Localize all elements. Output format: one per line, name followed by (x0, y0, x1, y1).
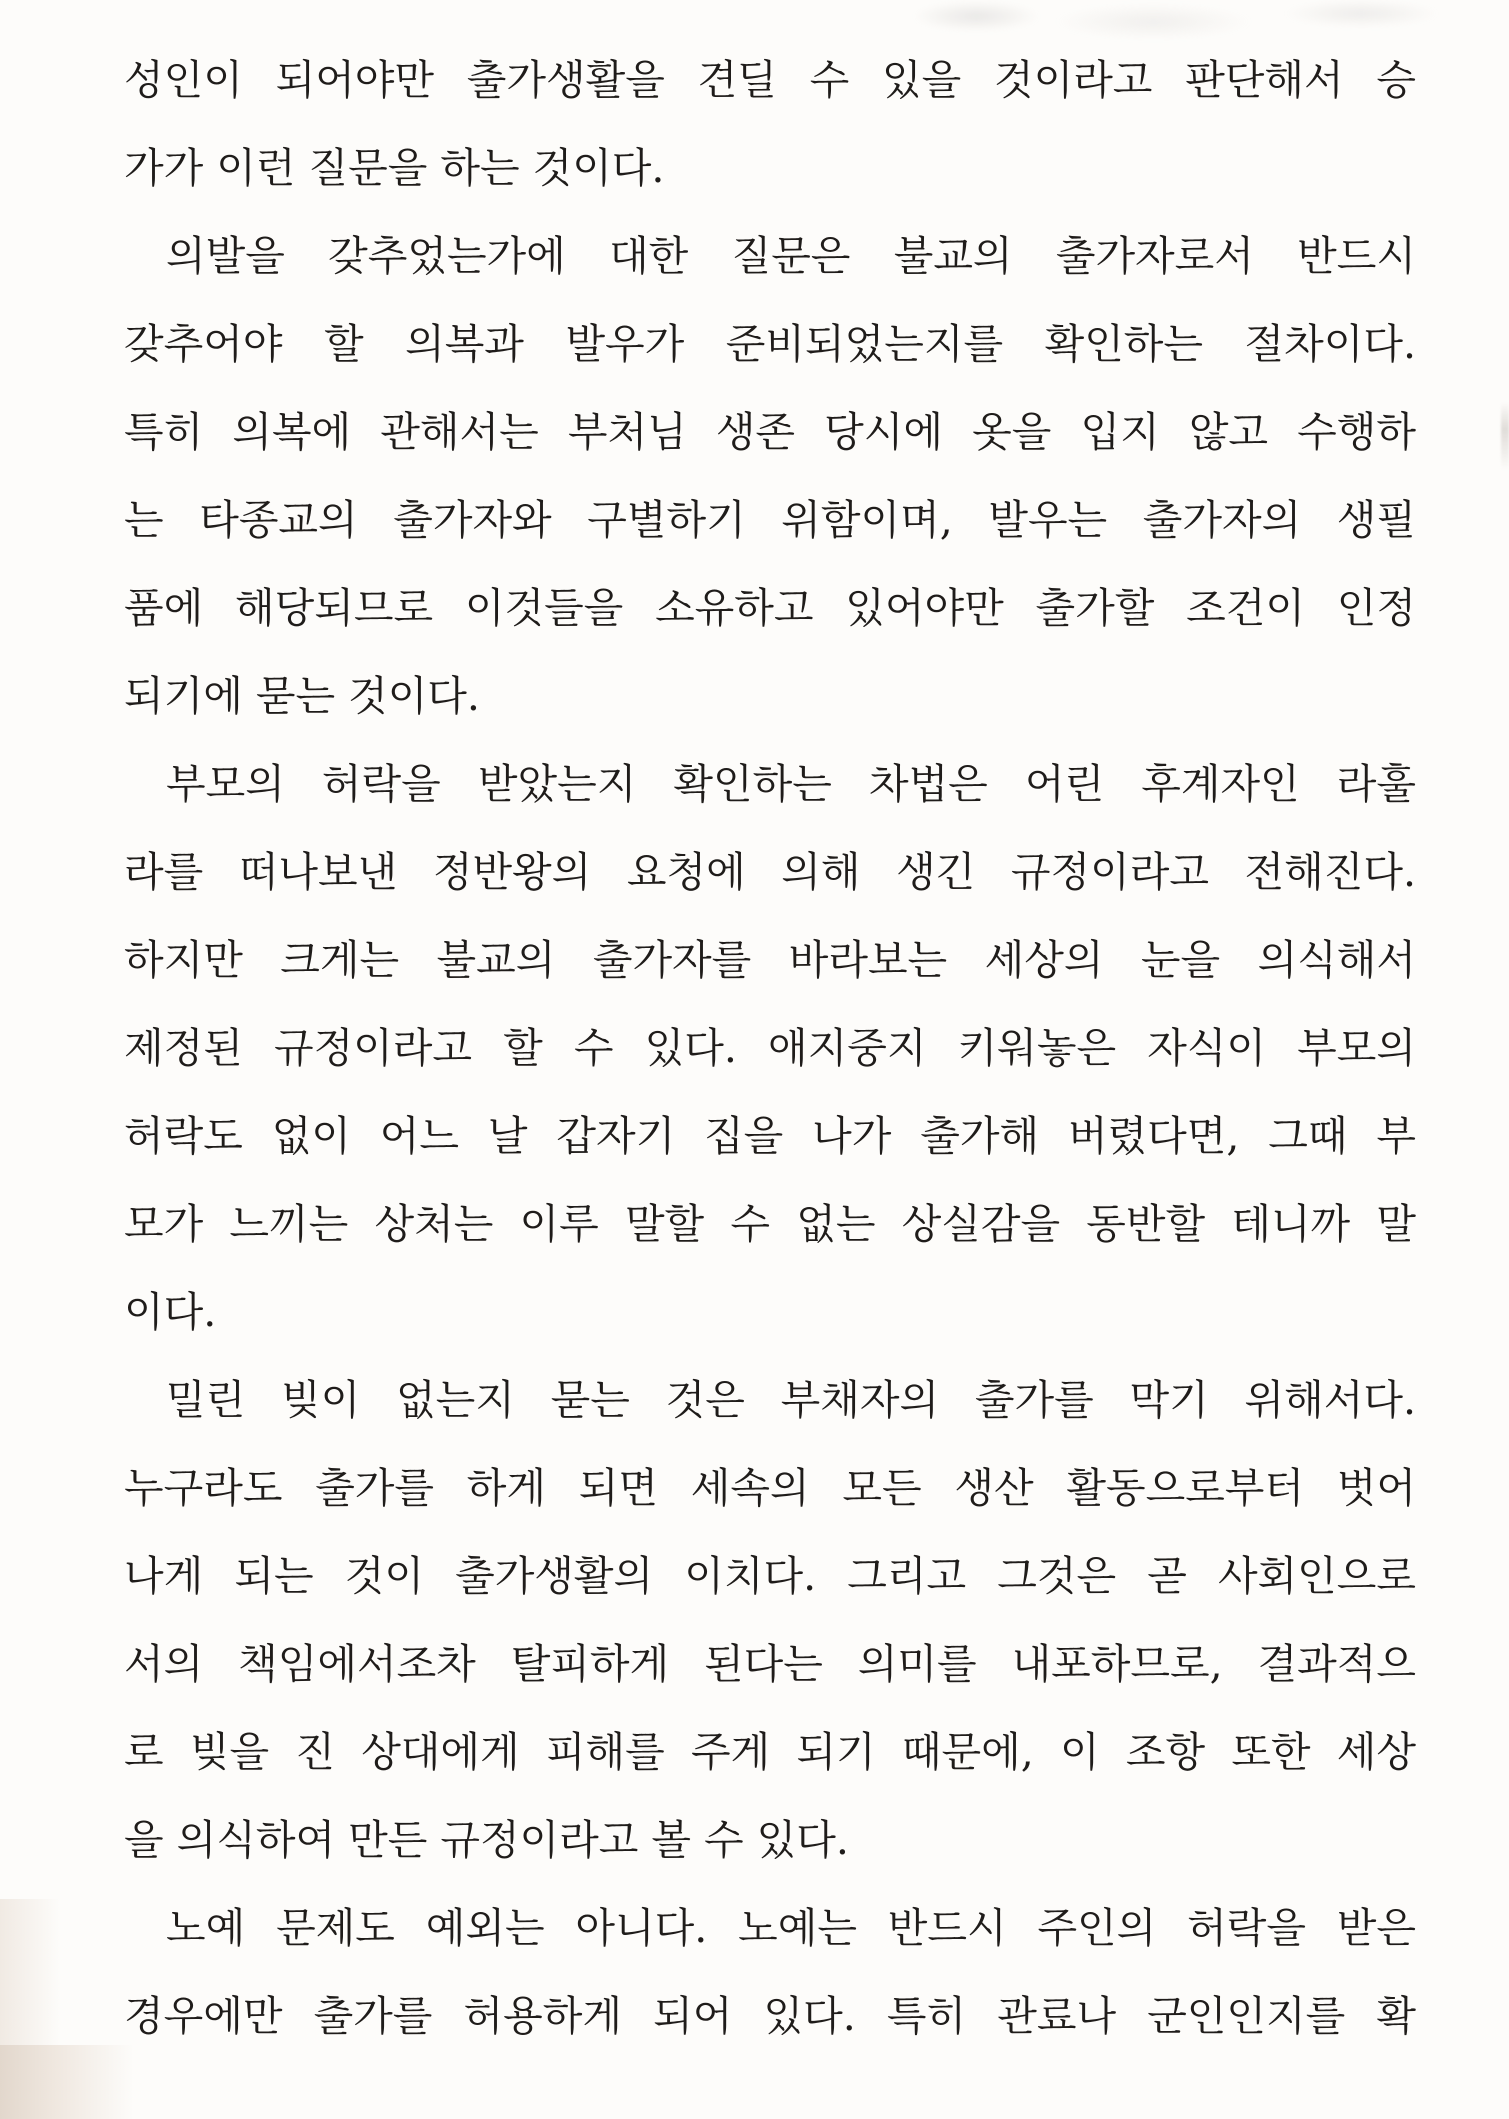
text-line: 모가 느끼는 상처는 이루 말할 수 없는 상실감을 동반할 테니까 말 (124, 1200, 1416, 1248)
text-line: 되기에 묻는 것이다. (124, 672, 480, 720)
text-line: 가가 이런 질문을 하는 것이다. (124, 144, 665, 192)
scan-mark-right-edge (1501, 402, 1509, 470)
text-line: 특히 의복에 관해서는 부처님 생존 당시에 옷을 입지 않고 수행하 (124, 408, 1416, 456)
text-line: 부모의 허락을 받았는지 확인하는 차법은 어린 후계자인 라훌 (166, 760, 1416, 808)
paragraph (124, 740, 1416, 1356)
text-line: 허락도 없이 어느 날 갑자기 집을 나가 출가해 버렸다면, 그때 부 (124, 1112, 1416, 1160)
text-line: 는 타종교의 출가자와 구별하기 위함이며, 발우는 출가자의 생필 (124, 496, 1416, 544)
text-line: 누구라도 출가를 하게 되면 세속의 모든 생산 활동으로부터 벗어 (124, 1464, 1416, 1512)
text-line: 의발을 갖추었는가에 대한 질문은 불교의 출가자로서 반드시 (166, 232, 1416, 280)
paragraph (124, 1884, 1416, 2060)
text-line: 노예 문제도 예외는 아니다. 노예는 반드시 주인의 허락을 받은 (166, 1904, 1416, 1952)
text-line: 서의 책임에서조차 탈피하게 된다는 의미를 내포하므로, 결과적으 (124, 1640, 1416, 1688)
paragraph (124, 1356, 1416, 1884)
text-line: 나게 되는 것이 출가생활의 이치다. 그리고 그것은 곧 사회인으로 (124, 1552, 1416, 1600)
text-line: 성인이 되어야만 출가생활을 견딜 수 있을 것이라고 판단해서 승 (124, 56, 1416, 104)
text-line: 제정된 규정이라고 할 수 있다. 애지중지 키워놓은 자식이 부모의 (124, 1024, 1416, 1072)
text-line: 하지만 크게는 불교의 출가자를 바라보는 세상의 눈을 의식해서 (124, 936, 1416, 984)
paragraph (124, 36, 1416, 212)
page-text (124, 36, 1416, 2060)
text-line: 경우에만 출가를 허용하게 되어 있다. 특히 관료나 군인인지를 확 (124, 1992, 1416, 2040)
text-line: 라를 떠나보낸 정반왕의 요청에 의해 생긴 규정이라고 전해진다. (124, 848, 1416, 896)
text-line: 이다. (124, 1288, 217, 1336)
scan-shadow-bottom-left (0, 2045, 134, 2119)
text-line: 밀린 빚이 없는지 묻는 것은 부채자의 출가를 막기 위해서다. (166, 1376, 1416, 1424)
text-line: 품에 해당되므로 이것들을 소유하고 있어야만 출가할 조건이 인정 (124, 584, 1416, 632)
text-line: 로 빚을 진 상대에게 피해를 주게 되기 때문에, 이 조항 또한 세상 (124, 1728, 1416, 1776)
text-line: 갖추어야 할 의복과 발우가 준비되었는지를 확인하는 절차이다. (124, 320, 1416, 368)
paragraph (124, 212, 1416, 740)
text-line: 을 의식하여 만든 규정이라고 볼 수 있다. (124, 1816, 849, 1864)
